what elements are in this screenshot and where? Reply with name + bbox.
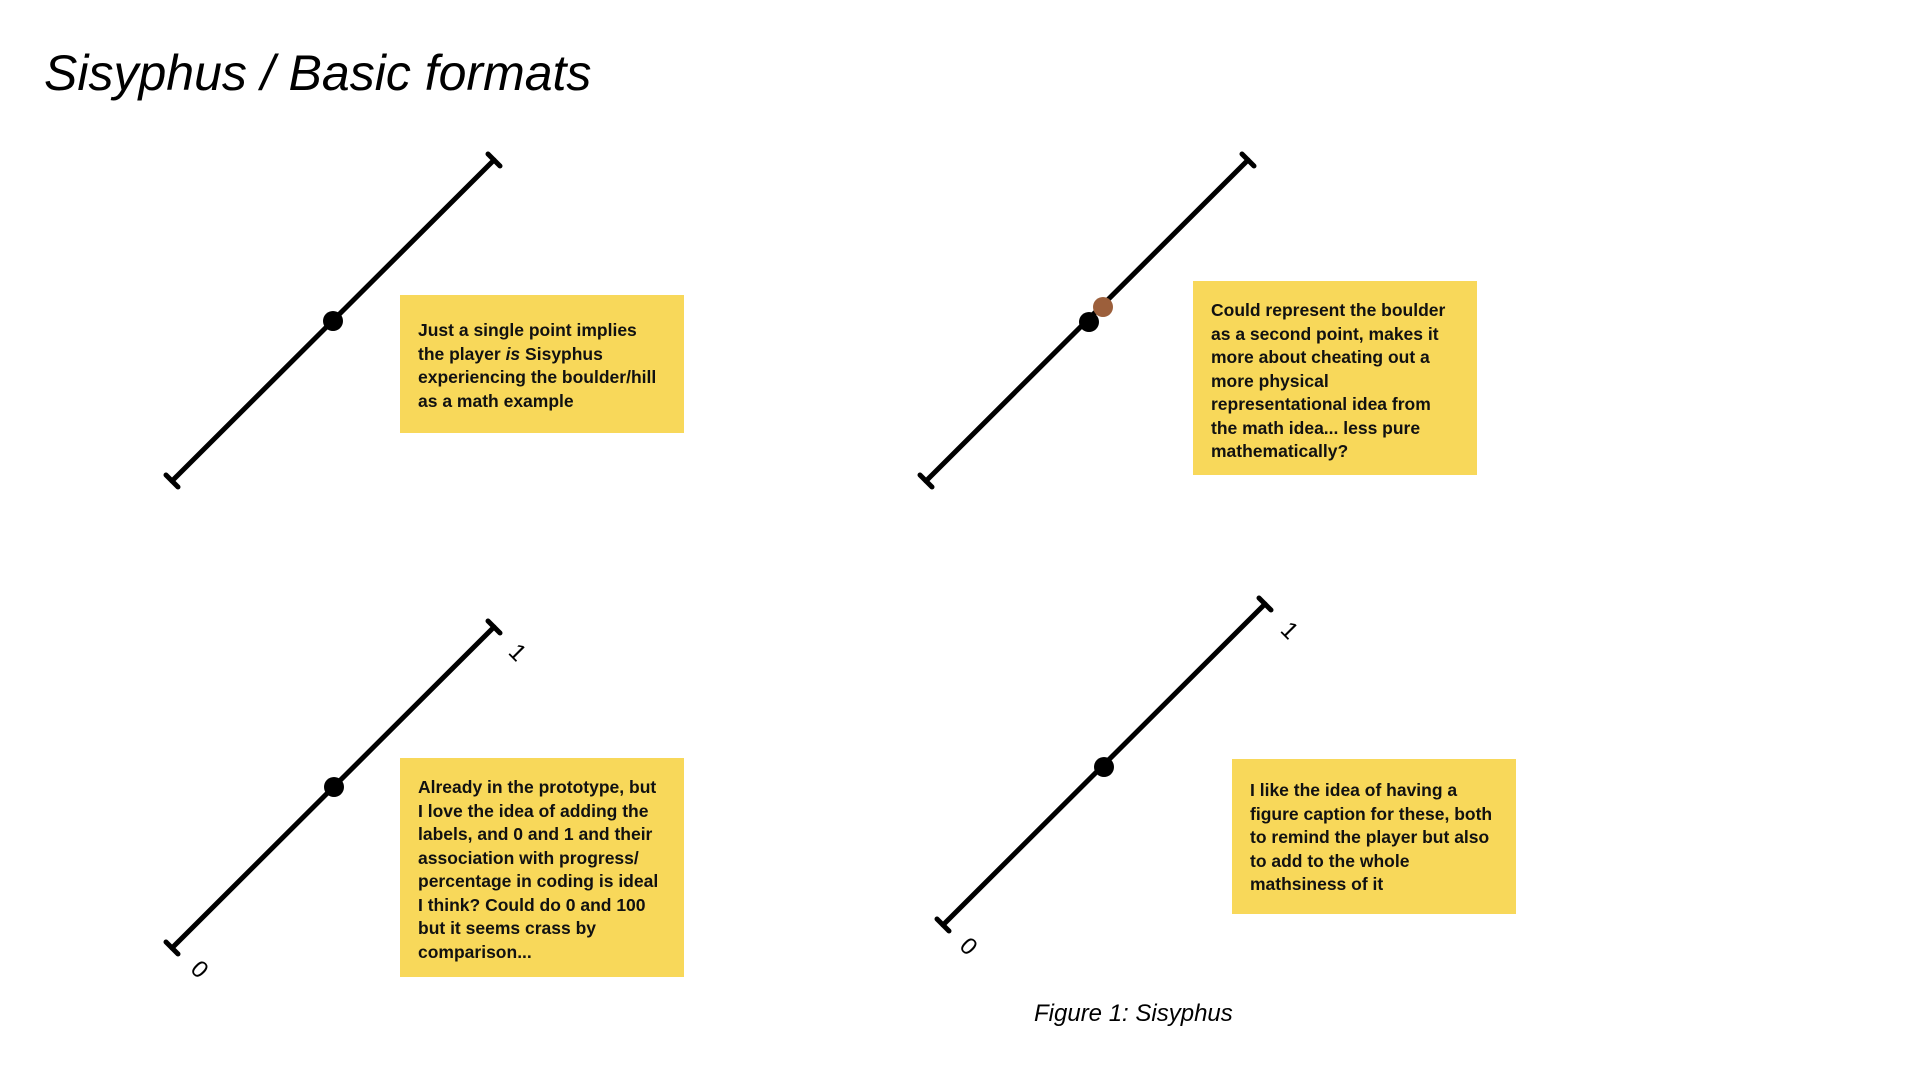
note-line: representational idea from xyxy=(1211,394,1431,414)
sticky-note-2 xyxy=(1193,281,1477,475)
player-point xyxy=(323,311,343,331)
note-line: labels, and 0 and 1 and their xyxy=(418,824,653,844)
axis-end-label: 1 xyxy=(1275,616,1304,645)
player-point xyxy=(324,777,344,797)
note-line-mixed xyxy=(418,343,666,367)
figure-caption: Figure 1: Sisyphus xyxy=(1034,1000,1233,1027)
note-line: as a second point, makes it xyxy=(1211,323,1439,344)
note-line: percentage in coding is ideal xyxy=(418,871,659,891)
note-line: association with progress/ xyxy=(418,847,639,868)
boulder-point xyxy=(1093,297,1113,317)
note-text: Sisyphus xyxy=(525,343,603,364)
note-line: experiencing the boulder/hill xyxy=(418,367,657,387)
note-line: the math idea... less pure xyxy=(1211,417,1421,438)
sticky-note-4 xyxy=(1232,759,1516,914)
note-line: Could represent the boulder xyxy=(1211,300,1446,320)
note-line: figure caption for these, both xyxy=(1250,803,1493,824)
note-line: I think? Could do 0 and 100 xyxy=(418,894,646,915)
note-line: as a math example xyxy=(418,390,574,411)
note-text: the player xyxy=(418,343,501,364)
player-point xyxy=(1094,757,1114,777)
sticky-note-3 xyxy=(400,758,684,977)
note-line: Already in the prototype, but xyxy=(418,777,657,797)
note-emphasis: is xyxy=(505,343,521,364)
note-line: Just a single point implies xyxy=(418,320,637,340)
axis-end-label: 1 xyxy=(503,638,532,667)
axis-start-label: 0 xyxy=(954,932,983,961)
note-line: to remind the player but also xyxy=(1250,827,1490,847)
note-line: to add to the whole xyxy=(1250,850,1410,871)
axis-start-label: 0 xyxy=(185,955,214,984)
note-line: I love the idea of adding the xyxy=(418,800,649,821)
sticky-note-1 xyxy=(400,295,684,433)
note-line: I like the idea of having a xyxy=(1250,780,1458,800)
note-line: but it seems crass by xyxy=(418,918,596,938)
page-title: Sisyphus / Basic formats xyxy=(44,45,592,101)
note-line: more about cheating out a xyxy=(1211,347,1430,367)
player-point xyxy=(1079,312,1099,332)
note-line: mathsiness of it xyxy=(1250,874,1384,894)
note-line: more physical xyxy=(1211,370,1329,391)
note-line: mathematically? xyxy=(1211,441,1349,461)
note-line: comparison... xyxy=(418,941,532,962)
